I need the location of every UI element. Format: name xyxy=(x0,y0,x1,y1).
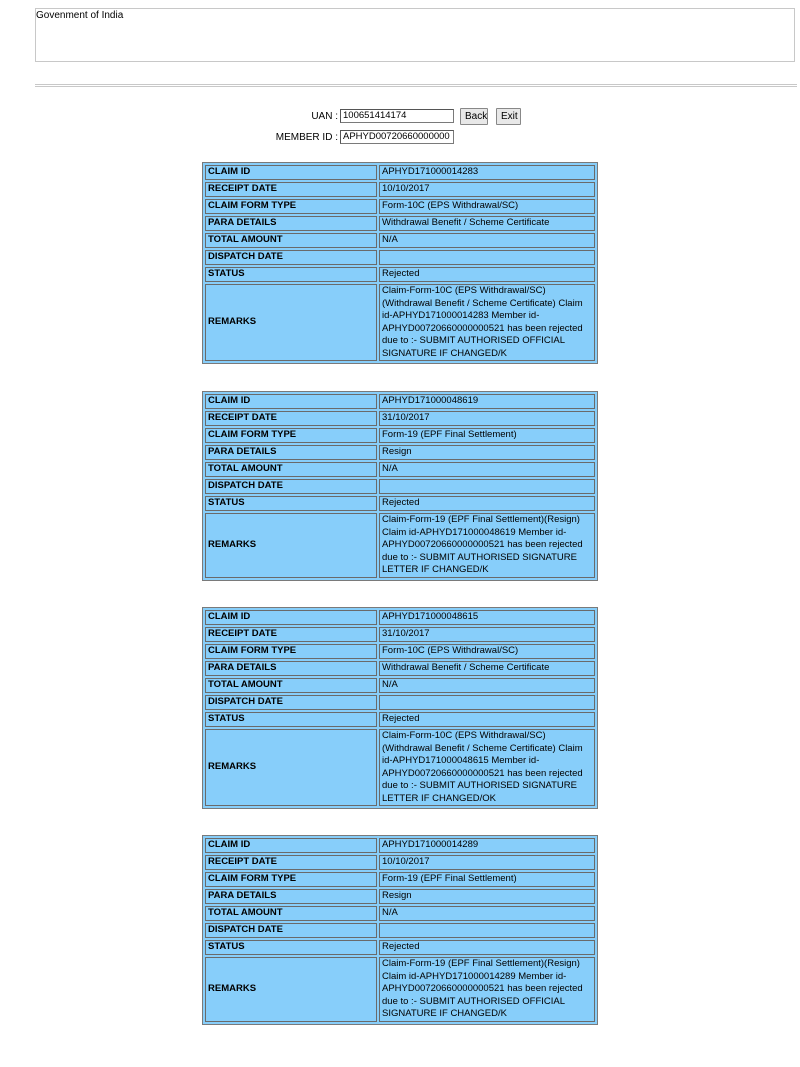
dispatch-date-value xyxy=(379,923,595,938)
status-label: STATUS xyxy=(205,496,377,511)
claim-table xyxy=(202,391,598,581)
claim-id-label: CLAIM ID xyxy=(205,610,377,625)
receipt-date-value: 31/10/2017 xyxy=(379,627,595,642)
remarks-label: REMARKS xyxy=(205,513,377,578)
status-label: STATUS xyxy=(205,712,377,727)
dispatch-date-value xyxy=(379,250,595,265)
status-row xyxy=(205,940,595,955)
total-amount-value: N/A xyxy=(379,678,595,693)
claim-id-row xyxy=(205,838,595,853)
claim-id-value: APHYD171000014283 xyxy=(379,165,595,180)
claim-id-row xyxy=(205,394,595,409)
para-details-label: PARA DETAILS xyxy=(205,216,377,231)
header-banner xyxy=(35,8,795,62)
receipt-date-row xyxy=(205,627,595,642)
claim-table xyxy=(202,607,598,809)
receipt-date-row xyxy=(205,182,595,197)
remarks-row xyxy=(205,284,595,361)
remarks-value: Claim-Form-19 (EPF Final Settlement)(Resign) Claim id-APHYD171000014289 Member id-APHYD00720660000000521 has been rejected due to :- SUBMIT AUTHORISED OFFICIAL SIGNATURE IF CHANGED/K xyxy=(379,957,595,1022)
receipt-date-value: 10/10/2017 xyxy=(379,182,595,197)
uan-field[interactable]: 100651414174 xyxy=(340,109,454,123)
claim-id-label: CLAIM ID xyxy=(205,165,377,180)
remarks-row xyxy=(205,729,595,806)
para-details-value: Resign xyxy=(379,889,595,904)
status-value: Rejected xyxy=(379,712,595,727)
total-amount-label: TOTAL AMOUNT xyxy=(205,462,377,477)
total-amount-label: TOTAL AMOUNT xyxy=(205,906,377,921)
total-amount-value: N/A xyxy=(379,233,595,248)
dispatch-date-row xyxy=(205,250,595,265)
para-details-value: Resign xyxy=(379,445,595,460)
status-row xyxy=(205,267,595,282)
receipt-date-label: RECEIPT DATE xyxy=(205,411,377,426)
status-row xyxy=(205,712,595,727)
claim-form-type-value: Form-10C (EPS Withdrawal/SC) xyxy=(379,199,595,214)
claim-id-row xyxy=(205,165,595,180)
back-button[interactable]: Back xyxy=(460,108,488,125)
dispatch-date-label: DISPATCH DATE xyxy=(205,695,377,710)
remarks-row xyxy=(205,513,595,578)
claim-form-type-row xyxy=(205,428,595,443)
dispatch-date-row xyxy=(205,695,595,710)
claim-form-type-value: Form-19 (EPF Final Settlement) xyxy=(379,872,595,887)
para-details-value: Withdrawal Benefit / Scheme Certificate xyxy=(379,661,595,676)
receipt-date-value: 10/10/2017 xyxy=(379,855,595,870)
claim-id-value: APHYD171000014289 xyxy=(379,838,595,853)
claim-form-type-value: Form-19 (EPF Final Settlement) xyxy=(379,428,595,443)
para-details-label: PARA DETAILS xyxy=(205,889,377,904)
para-details-label: PARA DETAILS xyxy=(205,445,377,460)
dispatch-date-label: DISPATCH DATE xyxy=(205,250,377,265)
member-id-label: MEMBER ID : xyxy=(275,132,338,143)
total-amount-row xyxy=(205,462,595,477)
claim-id-row xyxy=(205,610,595,625)
status-row xyxy=(205,496,595,511)
claim-id-value: APHYD171000048615 xyxy=(379,610,595,625)
remarks-label: REMARKS xyxy=(205,284,377,361)
claim-form-type-row xyxy=(205,199,595,214)
remarks-label: REMARKS xyxy=(205,729,377,806)
dispatch-date-value xyxy=(379,479,595,494)
dispatch-date-label: DISPATCH DATE xyxy=(205,479,377,494)
claim-form-type-label: CLAIM FORM TYPE xyxy=(205,644,377,659)
dispatch-date-row xyxy=(205,479,595,494)
header-divider xyxy=(35,84,797,87)
claim-form-type-label: CLAIM FORM TYPE xyxy=(205,428,377,443)
para-details-label: PARA DETAILS xyxy=(205,661,377,676)
para-details-value: Withdrawal Benefit / Scheme Certificate xyxy=(379,216,595,231)
remarks-label: REMARKS xyxy=(205,957,377,1022)
org-name: Govenment of India xyxy=(36,10,124,21)
status-value: Rejected xyxy=(379,496,595,511)
para-details-row xyxy=(205,445,595,460)
claim-id-value: APHYD171000048619 xyxy=(379,394,595,409)
remarks-value: Claim-Form-10C (EPS Withdrawal/SC) (Withdrawal Benefit / Scheme Certificate) Claim id-APHYD171000048615 Member id-APHYD00720660000000521 has been rejected due to :- SUBMIT AUTHORISED SIGNATURE LETTER IF CHANGED/OK xyxy=(379,729,595,806)
receipt-date-label: RECEIPT DATE xyxy=(205,855,377,870)
uan-label: UAN : xyxy=(311,111,338,122)
claim-form-type-value: Form-10C (EPS Withdrawal/SC) xyxy=(379,644,595,659)
status-label: STATUS xyxy=(205,940,377,955)
receipt-date-value: 31/10/2017 xyxy=(379,411,595,426)
receipt-date-label: RECEIPT DATE xyxy=(205,627,377,642)
claim-table xyxy=(202,835,598,1025)
receipt-date-row xyxy=(205,855,595,870)
status-value: Rejected xyxy=(379,940,595,955)
member-id-field[interactable]: APHYD00720660000000 xyxy=(340,130,454,144)
claim-form-type-label: CLAIM FORM TYPE xyxy=(205,872,377,887)
para-details-row xyxy=(205,661,595,676)
receipt-date-row xyxy=(205,411,595,426)
claim-form-type-row xyxy=(205,872,595,887)
remarks-row xyxy=(205,957,595,1022)
remarks-value: Claim-Form-19 (EPF Final Settlement)(Resign) Claim id-APHYD171000048619 Member id-APHYD00720660000000521 has been rejected due to :- SUBMIT AUTHORISED SIGNATURE LETTER IF CHANGED/K xyxy=(379,513,595,578)
claim-table xyxy=(202,162,598,364)
dispatch-date-value xyxy=(379,695,595,710)
total-amount-label: TOTAL AMOUNT xyxy=(205,233,377,248)
claim-id-label: CLAIM ID xyxy=(205,394,377,409)
total-amount-row xyxy=(205,906,595,921)
total-amount-value: N/A xyxy=(379,462,595,477)
total-amount-row xyxy=(205,678,595,693)
remarks-value: Claim-Form-10C (EPS Withdrawal/SC) (Withdrawal Benefit / Scheme Certificate) Claim id-APHYD171000014283 Member id-APHYD00720660000000521 has been rejected due to :- SUBMIT AUTHORISED OFFICIAL SIGNATURE IF CHANGED/K xyxy=(379,284,595,361)
para-details-row xyxy=(205,216,595,231)
status-label: STATUS xyxy=(205,267,377,282)
claim-form-type-label: CLAIM FORM TYPE xyxy=(205,199,377,214)
dispatch-date-row xyxy=(205,923,595,938)
total-amount-row xyxy=(205,233,595,248)
total-amount-value: N/A xyxy=(379,906,595,921)
dispatch-date-label: DISPATCH DATE xyxy=(205,923,377,938)
claim-id-label: CLAIM ID xyxy=(205,838,377,853)
total-amount-label: TOTAL AMOUNT xyxy=(205,678,377,693)
para-details-row xyxy=(205,889,595,904)
exit-button[interactable]: Exit xyxy=(496,108,521,125)
receipt-date-label: RECEIPT DATE xyxy=(205,182,377,197)
claim-form-type-row xyxy=(205,644,595,659)
status-value: Rejected xyxy=(379,267,595,282)
